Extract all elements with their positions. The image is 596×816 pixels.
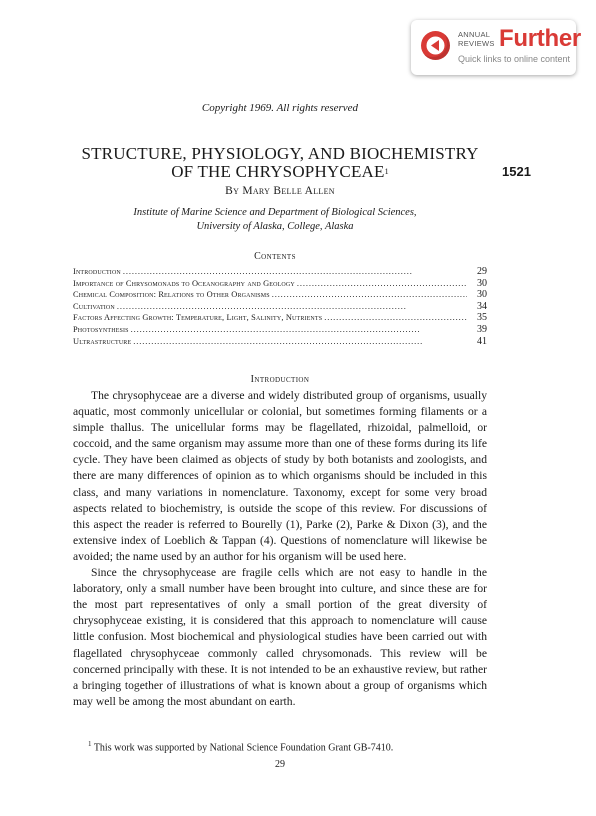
toc-item[interactable]: Chemical Composition: Relations to Other Organisms . . . 30 bbox=[73, 289, 487, 301]
footnote-mark: 1 bbox=[88, 740, 92, 748]
title-line-1: STRUCTURE, PHYSIOLOGY, AND BIOCHEMISTRY bbox=[81, 144, 479, 163]
further-subtitle: Quick links to online content bbox=[458, 54, 571, 64]
back-arrow-icon bbox=[421, 31, 450, 60]
footnote: $^1$ This work was supported by National Science Foundation Grant GB-7410. bbox=[88, 740, 394, 754]
affiliation: Institute of Marine Science and Department of Biological Sciences, University of Alaska, College, Alaska bbox=[133, 207, 417, 232]
copyright-notice: Copyright 1969. All rights reserved bbox=[201, 102, 359, 114]
article-stamp-number: 1521 bbox=[502, 164, 531, 179]
title-line-2: OF THE CHRYSOPHYCEAE$^1$ bbox=[171, 162, 389, 181]
further-badge[interactable] bbox=[411, 20, 581, 75]
toc-item[interactable]: Cultivation . . . 34 bbox=[73, 301, 487, 313]
annual-reviews-logo: ANNUAL REVIEWS bbox=[458, 30, 495, 48]
article-body bbox=[73, 388, 487, 710]
toc-item[interactable]: Photosynthesis . . . 39 bbox=[73, 324, 487, 336]
toc-item[interactable]: Introduction . . . 29 bbox=[73, 266, 487, 278]
article-title bbox=[60, 145, 500, 181]
contents-heading: Contents bbox=[254, 251, 296, 262]
toc-item[interactable]: Importance of Chrysomonads to Oceanography and Geology . . . 30 bbox=[73, 278, 487, 290]
section-heading: Introduction bbox=[250, 374, 310, 385]
toc-item[interactable]: Ultrastructure . . . 41 bbox=[73, 336, 487, 348]
toc-item[interactable]: Factors Affecting Growth: Temperature, Light, Salinity, Nutrients . . . 35 bbox=[73, 312, 487, 324]
body-paragraph: The chrysophyceae are a diverse and widely distributed group of organisms, usually aquatic, most commonly unicellular or colonial, but sometimes forming filaments or a simple thallus. The unicellular forms may be flagellated, rhizoidal, palmelloid, or coccoid, and the same organism may assume more than one of these forms during its life cycle. They have been claimed as objects of study by both botanists and zoologists, and there are many differences of opinion as to which organisms should be included in this class, and many variations in nomenclature. Taxonomy, except for some very broad aspects related to biochemistry, is outside the scope of this review. For discussions of this aspect the reader is referred to Bourelly (1), Parke (2), Parke & Dixon (3), and the extensive index of Loeblich & Tappan (4). Questions of nomenclature will likewise be avoided; the name used by an author for his organism will be used here. bbox=[73, 389, 487, 563]
author-line: By Mary Belle Allen bbox=[225, 185, 335, 197]
further-label: Further bbox=[499, 25, 581, 52]
page-number: 29 bbox=[275, 759, 285, 770]
table-of-contents bbox=[73, 266, 487, 347]
body-paragraph: Since the chrysophycease are fragile cells which are not easy to handle in the laboratory, only a small number have been brought into culture, and since these are for the most part representatives of only a small portion of the great diversity of chrysophyceae existing, it is considered that this approach to nomenclature will cause little confusion. Most biochemical and physiological studies have been carried out with flagellated chrysophyceae commonly called chrysomonads. This review will be concerned principally with these. It is not intended to be an exhaustive review, but rather a bringing together of illustrations of what is known about a group of organisms which may well be among the most abundant on earth. bbox=[73, 566, 487, 708]
title-footnote-mark: 1 bbox=[384, 167, 389, 176]
